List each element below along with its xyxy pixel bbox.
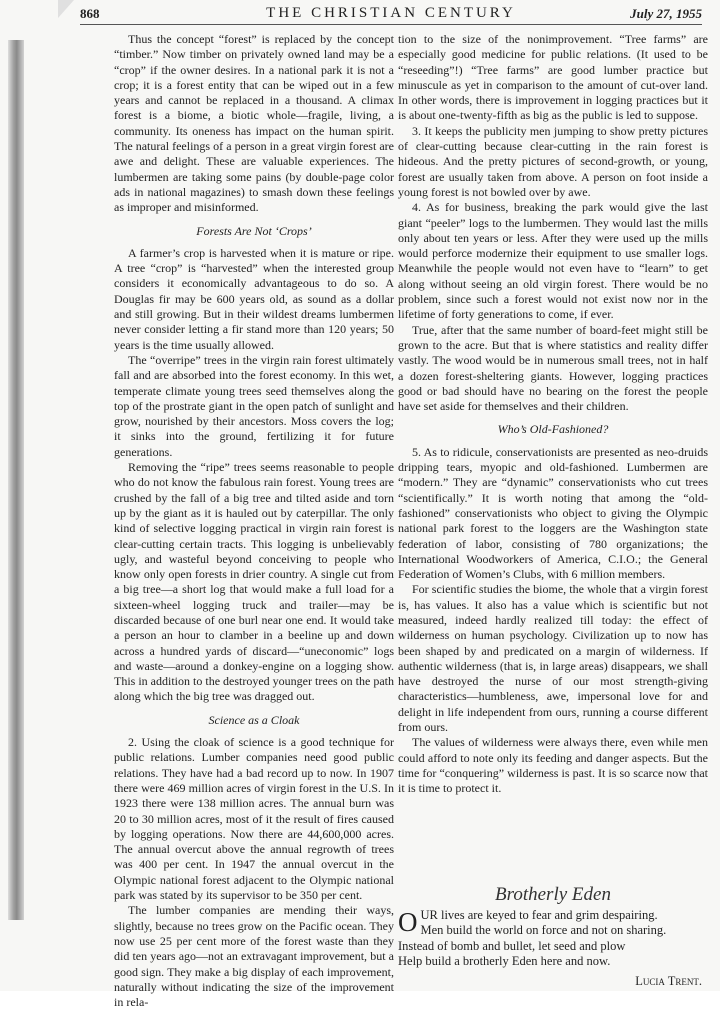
poem-line: Instead of bomb and bullet, let seed and plow: [398, 938, 626, 953]
poem-body: [398, 908, 708, 990]
right-column: [398, 32, 708, 989]
paragraph: tion to the size of the nonimprovement. “Tree farms” are especially good medicine for public relations. (It used to be “reseeding”!) “Tree farms” are good lumber practice but minuscule as yet in comparison to the amount of cut-over land. In other words, there is improvement in logging practices but it is about one-twenty-fifth as big as the public is led to suppose.: [398, 32, 708, 123]
paragraph: 2. Using the cloak of science is a good technique for public relations. Lumber companies need good public relations. They have had a bad record up to now. In 1907 there were 469 million acres of virgin forest in the U.S. In 1923 there were 138 million acres. The annual burn was 20 to 30 million acres, most of it the result of fires caused by logging operations. Now there are 44,600,000 acres. The annual overcut above the annual regrowth of trees was 400 per cent. In 1947 the annual overcut in the Olympic national forest adjacent to the Olympic national park was stated by its supervisor to be 350 per cent.: [114, 735, 394, 903]
page-header: [80, 4, 702, 25]
paragraph: For scientific studies the biome, the whole that a virgin forest is, has values. It also has a value which is scientific but not measured, indeed hardly realized till today: the effect of wilderness on human psychology. Civilization up to now has been shaped by and predicated on a margin of wilderness. If authentic wilderness (that is, in large areas) disappears, we shall have destroyed the nurse of our most strength-giving characteristics—humbleness, awe, impersonal love for and delight in life independent from ours, running a course different from ours.: [398, 582, 708, 735]
paragraph: A farmer’s crop is harvested when it is mature or ripe. A tree “crop” is “harvested” when the interested group considers it economically advantageous to do so. A Douglas fir may be 600 years old, as sound as a dollar and still growing. But in their wildest dreams lumbermen never consider letting a fir stand more than 120 years; 50 years is the time usually allowed.: [114, 245, 394, 352]
masthead: THE CHRISTIAN CENTURY: [266, 5, 516, 21]
paragraph: The “overripe” trees in the virgin rain forest ultimately fall and are absorbed into the forest economy. In this wet, temperate climate young trees seed themselves along the top of the prostrate giant in the open patch of sunlight and grow, nourished by their ancestors. Moss covers the log; it sinks into the ground, fertilizing it for future generations.: [114, 352, 394, 459]
paragraph: 5. As to ridicule, conservationists are presented as neo-druids dripping tears, myopic and old-fashioned. Lumbermen are “modern.” They are “dynamic” conservationists who cut trees “scientifically.” It is worth noting that among the “old-fashioned” conservationists who object to giving the Olympic national park forest to the loggers are the Washington state federation of labor, consisting of 780 organizations; the International Woodworkers of America, C.I.O.; the General Federation of Women’s Clubs, with 6 million members.: [398, 444, 708, 582]
drop-cap: O: [398, 906, 418, 937]
poem-line: UR lives are keyed to fear and grim despairing.: [420, 907, 658, 922]
section-heading: Who’s Old-Fashioned?: [497, 422, 609, 437]
section-heading: Science as a Cloak: [208, 712, 300, 727]
paragraph: Thus the concept “forest” is replaced by the concept “timber.” Now timber on privately owned land may be a “crop” if the owner desires. In a national park it is not a crop; it is a forest entity that can be wiped out in a few years and cannot be replaced in a thousand. A climax forest is a biome, a biotic whole—fragile, living, a community. Its oneness has impact on the human spirit. The natural feelings of a person in a great virgin forest are awe and delight. These are valuable experiences. The lumbermen are taking some pains (by double-page color ads in national magazines) to smash down these feelings as improper and misinformed.: [114, 32, 394, 215]
poem-author: Lucia Trent.: [635, 973, 702, 988]
paragraph: 4. As for business, breaking the park would give the last giant “peeler” logs to the lumbermen. They would last the mills only about ten years or less. After they were used up the mills would perforce modernize their equipment to use smaller logs. Meanwhile the people would not even have to “learn” to get along without seeing an old virgin forest. There would be no problem, since such a forest would not exist now nor in the lifetime of forty generations to come, if ever.: [398, 200, 708, 322]
poem-title: Brotherly Eden: [495, 883, 611, 905]
paragraph: The lumber companies are mending their ways, slightly, because no trees grow on the Pacific ocean. They now use 25 per cent more of the forest waste than they did ten years ago—not an extravagant improvement, but a good sign. They make a big display of each improvement, naturally without indicating the size of the improvement in rela-: [114, 903, 394, 1010]
poem-line: Men build the world on force and not on sharing.: [420, 923, 667, 938]
binding-shadow: [8, 40, 24, 920]
poem-line: Help build a brotherly Eden here and now.: [398, 954, 611, 969]
paragraph: 3. It keeps the publicity men jumping to show pretty pictures of clear-cutting because clear-cutting in the rain forest is hideous. And the pretty pictures of second-growth, or young, forest are usually taken from above. A person on foot inside a young forest is not bowled over by awe.: [398, 123, 708, 199]
left-column: [114, 32, 394, 1010]
paragraph: The values of wilderness were always there, even while men could afford to note only its feeding and danger aspects. But the time for “conquering” wilderness is past. It is so scarce now that it is time to protect it.: [398, 735, 708, 796]
section-heading: Forests Are Not ‘Crops’: [196, 223, 312, 238]
paragraph: True, after that the same number of board-feet might still be grown to the acre. But that is where statistics and reality differ vastly. The wood would be in numerous small trees, not in half a dozen forest-sheltering giants. However, logging practices good or bad should have no bearing on the forest the people have set aside for themselves and their children.: [398, 322, 708, 414]
issue-date: July 27, 1955: [630, 6, 702, 21]
page-number: 868: [80, 6, 100, 21]
paragraph: Removing the “ripe” trees seems reasonable to people who do not know the fabulous rain forest. Young trees are crushed by the fall of a big tree and tilted aside and torn up by the giant as it is hauled out by caterpillar. The only kind of selective logging practical in virgin rain forest is clear-cutting certain tracts. This logging is unbelievably ugly, and wasteful beyond conceiving to people who know only open forests in drier country. A single cut from a big tree—a short log that would make a full load for a sixteen-wheel logging truck and trailer—may be discarded because of one burl near one end. It would take a person an hour to clamber in a beeline up and down across a hundred yards of discard—“uneconomic” logs and waste—around a donkey-engine on a logging show. This in addition to the destroyed younger trees on the path along which the big tree was dragged out.: [114, 460, 394, 704]
folded-corner: [58, 0, 74, 18]
